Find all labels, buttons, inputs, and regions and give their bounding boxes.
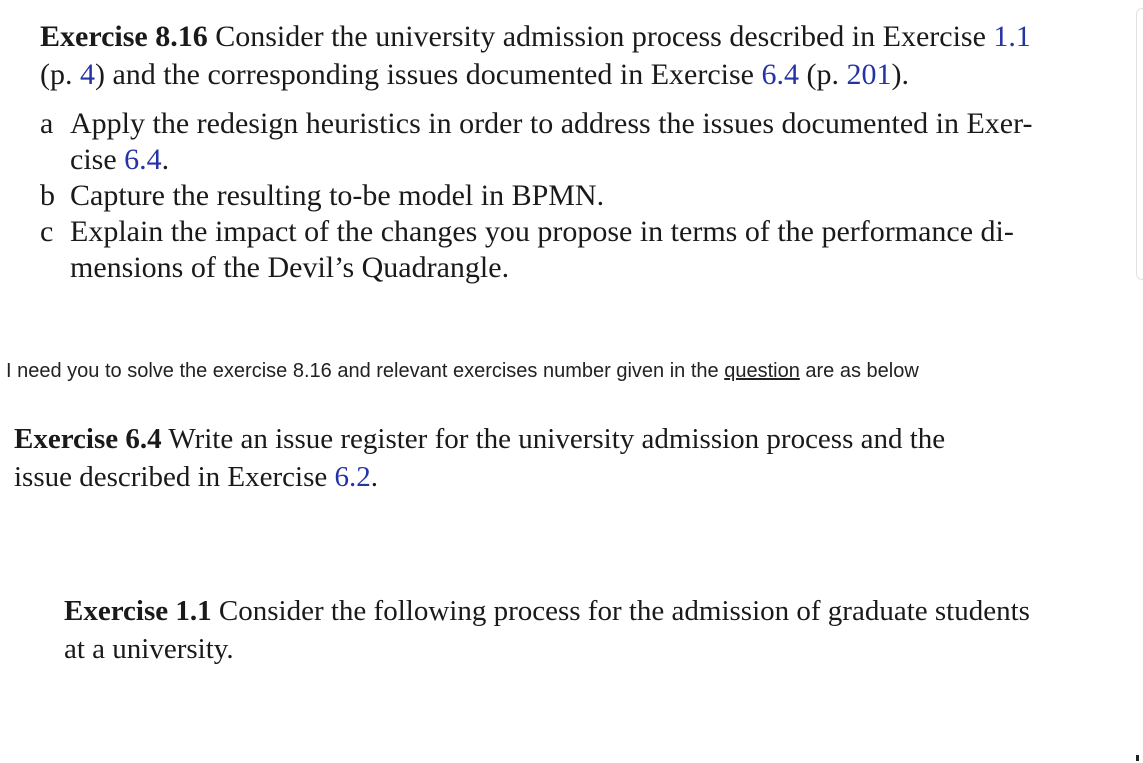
user-message	[6, 357, 919, 385]
item-text: Apply the redesign heuristics in order to address the issues documented in Exer-	[70, 107, 1033, 140]
exercise-8-16-items	[40, 106, 1120, 286]
item-text: Capture the resulting to-be model in BPMN.	[70, 179, 605, 212]
ref-exercise-6-4[interactable]: 6.4	[124, 143, 162, 176]
corner-mark	[1136, 755, 1139, 761]
exercise-1-1-number: Exercise 1.1	[64, 595, 212, 627]
exercise-8-16-intro	[40, 18, 1105, 94]
exercise-6-4	[14, 420, 1114, 496]
list-item-c	[40, 214, 1120, 286]
question-link[interactable]: question	[724, 360, 800, 382]
intro-text-5: ).	[891, 58, 909, 91]
ref-exercise-6-2[interactable]: 6.2	[334, 461, 371, 493]
exercise-1-1-text: at a university.	[64, 633, 234, 665]
exercise-8-16-number: Exercise 8.16	[40, 20, 208, 53]
ref-page-4[interactable]: 4	[80, 58, 95, 91]
intro-text-4: (p.	[798, 58, 847, 91]
exercise-6-4-text-end: .	[370, 461, 379, 493]
ref-exercise-6-4[interactable]: 6.4	[761, 58, 799, 91]
ref-exercise-1-1[interactable]: 1.1	[993, 20, 1031, 53]
intro-text-1: Consider the university admission process described in Exercise	[207, 20, 994, 53]
intro-text-2: (p.	[40, 58, 80, 91]
exercise-6-4-number: Exercise 6.4	[14, 423, 162, 455]
user-message-text-end: are as below	[799, 360, 919, 382]
item-letter: b	[40, 179, 55, 212]
item-text: mensions of the Devil’s Quadrangle.	[70, 251, 510, 284]
list-item-b	[40, 178, 1120, 214]
ref-page-201[interactable]: 201	[846, 58, 892, 91]
exercise-1-1-text: Consider the following process for the admission of graduate students	[211, 595, 1030, 627]
item-letter: c	[40, 215, 54, 248]
user-message-text: I need you to solve the exercise 8.16 and relevant exercises number given in the	[6, 360, 725, 382]
list-item-a	[40, 106, 1120, 178]
exercise-1-1	[64, 592, 1124, 668]
exercise-8-16	[40, 18, 1120, 286]
exercise-6-4-text: Write an issue register for the university admission process and the	[161, 423, 946, 455]
item-text: cise	[70, 143, 125, 176]
item-text: Explain the impact of the changes you propose in terms of the performance di-	[70, 215, 1014, 248]
item-text: .	[161, 143, 170, 176]
exercise-6-4-text: issue described in Exercise	[14, 461, 335, 493]
intro-text-3: ) and the corresponding issues documented in Exercise	[95, 58, 762, 91]
item-letter: a	[40, 107, 54, 140]
scrollbar-edge[interactable]	[1136, 8, 1143, 280]
